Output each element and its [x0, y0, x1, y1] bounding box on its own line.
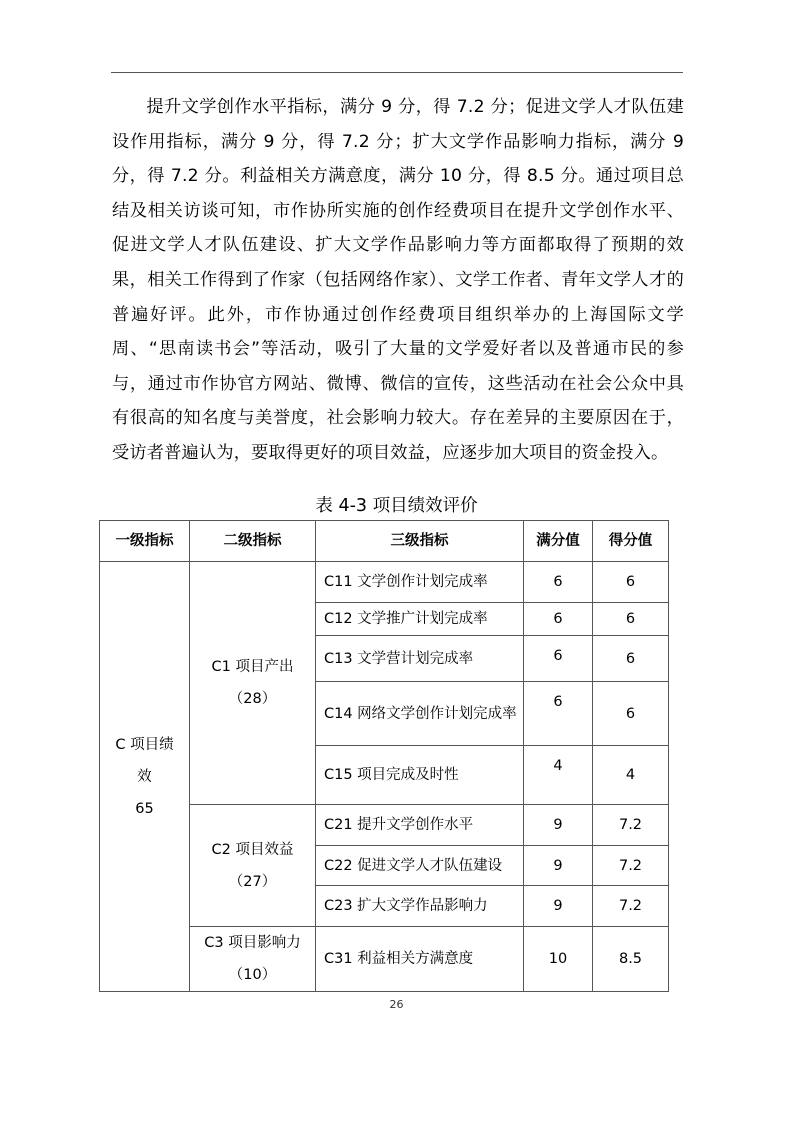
indicator-cell: C31 利益相关方满意度	[316, 927, 524, 992]
score-cell: 7.2	[593, 846, 669, 886]
full-score-cell: 9	[524, 886, 593, 927]
group-name: C2 项目效益	[211, 841, 294, 858]
indicator-cell: C22 促进文学人才队伍建设	[316, 846, 524, 886]
indicator-cell: C21 提升文学创作水平	[316, 805, 524, 846]
full-score-cell: 9	[524, 805, 593, 846]
group-total: （28）	[228, 691, 277, 707]
performance-table	[99, 520, 669, 992]
score-cell: 6	[593, 562, 669, 603]
page-number: 26	[389, 998, 404, 1011]
body-text	[112, 90, 684, 471]
indicator-cell: C12 文学推广计划完成率	[316, 603, 524, 636]
full-score-cell: 6	[524, 636, 593, 682]
group-name: C1 项目产出	[211, 659, 294, 675]
full-score-cell: 4	[524, 746, 593, 805]
score-cell: 7.2	[593, 886, 669, 927]
level1-line2: 效	[137, 768, 152, 785]
full-score-cell: 6	[524, 562, 593, 603]
indicator-cell: C15 项目完成及时性	[316, 746, 524, 805]
score-cell: 8.5	[593, 927, 669, 992]
level1-line3: 65	[135, 800, 154, 817]
level2-cell-c2	[190, 805, 316, 927]
group-total: （10）	[228, 967, 277, 983]
indicator-cell: C23 扩大文学作品影响力	[316, 886, 524, 927]
body-paragraph: 提升文学创作水平指标，满分 9 分，得 7.2 分；促进文学人才队伍建设作用指标，满分 9 分，得 7.2 分；扩大文学作品影响力指标，满分 9 分，得 7.2 分。利益相关方满意度，满分 10 分，得 8.5 分。通过项目总结及相关访谈可知，市作协所实施的创作经费项目在提升文学创作水平、促进文学人才队伍建设、扩大文学作品影响力等方面都取得了预期的效果，相关工作得到了作家（包括网络作家）、文学工作者、青年文学人才的普遍好评。此外，市作协通过创作经费项目组织举办的上海国际文学周、“思南读书会”等活动，吸引了大量的文学爱好者以及普通市民的参与，通过市作协官方网站、微博、微信的宣传，这些活动在社会公众中具有很高的知名度与美誉度，社会影响力较大。存在差异的主要原因在于，受访者普遍认为，要取得更好的项目效益，应逐步加大项目的资金投入。	[112, 97, 684, 463]
indicator-cell: C13 文学营计划完成率	[316, 636, 524, 682]
score-cell: 7.2	[593, 805, 669, 846]
header-full-score: 满分值	[524, 521, 593, 562]
table-caption: 表 4-3 项目绩效评价	[315, 496, 478, 516]
table-row	[100, 562, 669, 603]
level2-cell-c3	[190, 927, 316, 992]
level1-line1: C 项目绩	[115, 736, 174, 753]
level1-cell	[100, 562, 190, 992]
level2-cell-c1	[190, 562, 316, 805]
header-score: 得分值	[593, 521, 669, 562]
indicator-cell: C11 文学创作计划完成率	[316, 562, 524, 603]
header-level1: 一级指标	[100, 521, 190, 562]
full-score-cell: 6	[524, 603, 593, 636]
score-cell: 6	[593, 636, 669, 682]
group-name: C3 项目影响力	[204, 935, 301, 951]
full-score-cell: 9	[524, 846, 593, 886]
score-cell: 4	[593, 746, 669, 805]
full-score-cell: 10	[524, 927, 593, 992]
indicator-cell: C14 网络文学创作计划完成率	[316, 682, 524, 746]
header-level2: 二级指标	[190, 521, 316, 562]
table-header-row	[100, 521, 669, 562]
score-cell: 6	[593, 682, 669, 746]
score-cell: 6	[593, 603, 669, 636]
header-rule	[111, 72, 683, 73]
full-score-cell: 6	[524, 682, 593, 746]
header-level3: 三级指标	[316, 521, 524, 562]
group-total: （27）	[228, 873, 277, 890]
